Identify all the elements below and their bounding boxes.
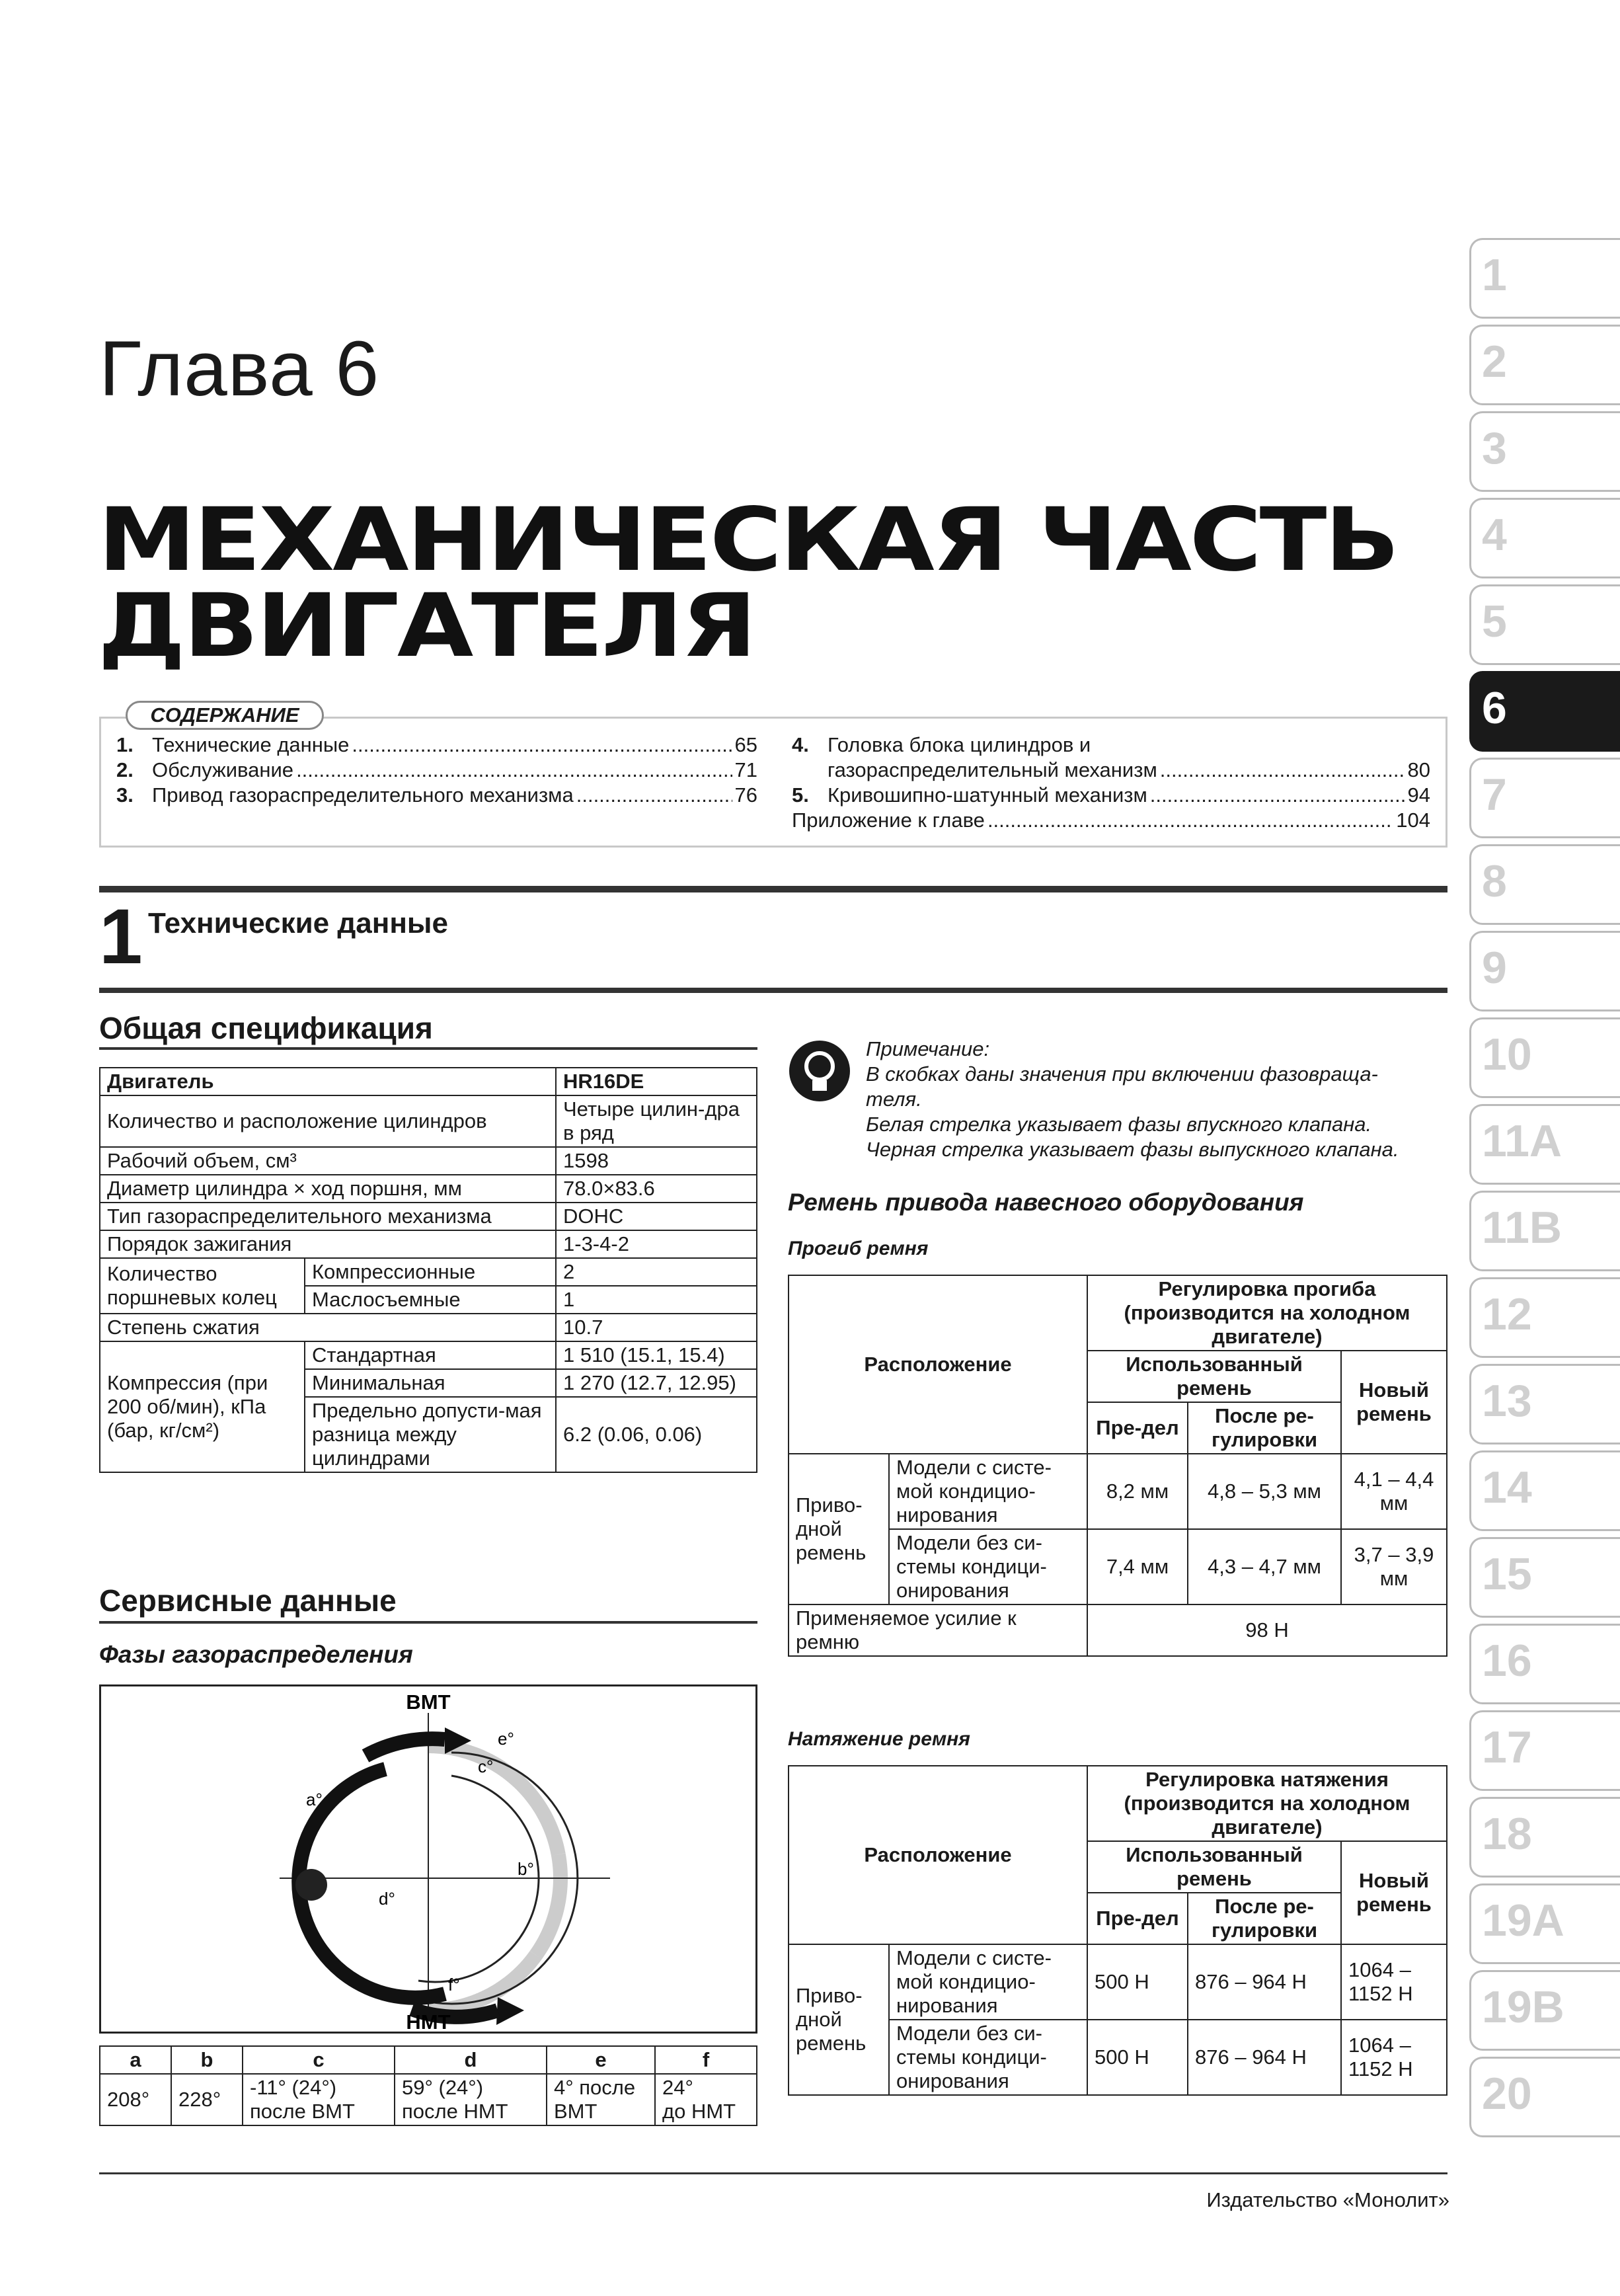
value: 500 Н [1087,2020,1188,2095]
phase-head: c [243,2046,395,2074]
after-head: После ре-гулировки [1188,1893,1341,1944]
section-number: 1 [99,893,143,980]
chapter-tab-10[interactable] [1469,1017,1620,1098]
angle-d: d° [379,1889,395,1909]
spec-sublabel: Минимальная [305,1369,556,1397]
chapter-tab-15[interactable] [1469,1537,1620,1618]
spec-sublabel: Стандартная [305,1341,556,1369]
chapter-tab-13[interactable] [1469,1364,1620,1445]
chapter-tab-label: 11B [1482,1203,1562,1253]
note-line: теля. [866,1088,922,1111]
chapter-label: Глава 6 [99,325,380,413]
toc-item-5[interactable]: 5. Кривошипно-шатунный механизм ..... 94 [792,783,1430,808]
chapter-tab-label: 5 [1482,596,1507,647]
value: 876 – 964 Н [1188,1944,1341,2020]
new-head: Новый ремень [1341,1351,1447,1454]
spec-value: 1-3-4-2 [556,1230,757,1258]
spec-value: 1 270 (12.7, 12.95) [556,1369,757,1397]
phase-value: 59° (24°) после НМТ [395,2074,547,2125]
chapter-tab-label: 18 [1482,1809,1532,1859]
spec-sublabel: Маслосъемные [305,1286,556,1314]
chapter-tab-3[interactable] [1469,411,1620,492]
belt-deflection-table [788,1275,1447,1657]
chapter-tab-7[interactable] [1469,758,1620,838]
spec-value: 2 [556,1258,757,1286]
spec-label: Тип газораспределительного механизма [100,1203,556,1230]
spec-value: 1 510 (15.1, 15.4) [556,1341,757,1369]
used-head: Использованный ремень [1087,1841,1341,1893]
belt-deflection-heading: Прогиб ремня [788,1238,929,1259]
toc-item-4b[interactable]: газораспределительный механизм ..... 80 [792,758,1430,783]
general-spec-heading: Общая спецификация [99,1011,433,1045]
value: 3,7 – 3,9 мм [1341,1529,1447,1604]
toc-item-4[interactable]: 4. Головка блока цилиндров и [792,733,1091,756]
chapter-tab-label: 8 [1482,856,1507,906]
chapter-tab-18[interactable] [1469,1797,1620,1878]
value: 1064 – 1152 Н [1341,1944,1447,2020]
chapter-tab-17[interactable] [1469,1710,1620,1791]
chapter-tab-label: 14 [1482,1462,1532,1513]
value: 876 – 964 Н [1188,2020,1341,2095]
chapter-tab-label: 16 [1482,1636,1532,1686]
phase-value: 208° [100,2074,171,2125]
spec-value: Четыре цилин-дра в ряд [556,1095,757,1147]
drive-belt-label: Приво-дной ремень [789,1944,889,2095]
chapter-tab-14[interactable] [1469,1450,1620,1531]
model-without-ac: Модели без си-стемы кондици-онирования [889,2020,1087,2095]
toc-item-3[interactable]: 3. Привод газораспределительного механизма ..... 76 [116,783,757,808]
chapter-tab-label: 12 [1482,1289,1532,1339]
chapter-tab-label: 20 [1482,2069,1532,2119]
valve-timing-diagram [99,1684,757,2034]
toc-item-2[interactable]: 2. Обслуживание ..... 71 [116,758,757,783]
spec-value: 6.2 (0.06, 0.06) [556,1397,757,1472]
toc-item-appendix[interactable]: Приложение к главе ..... 104 [792,808,1430,833]
chapter-tab-6[interactable] [1469,671,1620,752]
spec-label: Количество и расположение цилиндров [100,1095,556,1147]
phase-value: 24° до НМТ [655,2074,757,2125]
angle-f: f° [448,1975,460,1995]
note-line: Черная стрелка указывает фазы выпускного клапана. [866,1138,1399,1161]
phase-value: 228° [171,2074,243,2125]
chapter-tab-label: 3 [1482,423,1507,473]
force-value: 98 Н [1087,1604,1447,1656]
general-spec-table [99,1067,757,1473]
bdc-label: НМТ [406,2010,451,2032]
value: 4,3 – 4,7 мм [1188,1529,1341,1604]
chapter-tab-label: 9 [1482,943,1507,993]
chapter-tab-19a[interactable] [1469,1883,1620,1964]
chapter-tab-label: 4 [1482,510,1507,560]
spec-label: Степень сжатия [100,1314,556,1341]
phase-head: f [655,2046,757,2074]
rotation-icon [295,1869,327,1901]
publisher: Издательство «Монолит» [1206,2188,1449,2211]
note-block [866,1037,1399,1162]
chapter-tab-label: 6 [1482,683,1507,733]
spec-label: Рабочий объем, см³ [100,1147,556,1175]
chapter-tab-label: 17 [1482,1722,1532,1772]
chapter-tab-label: 7 [1482,770,1507,820]
footer-rule [99,2172,1447,2174]
chapter-tab-label: 13 [1482,1376,1532,1426]
phase-value: 4° после ВМТ [547,2074,655,2125]
spec-value: 78.0×83.6 [556,1175,757,1203]
chapter-tab-label: 11A [1482,1116,1562,1166]
spec-label: Количество поршневых колец [100,1258,305,1314]
limit-head: Пре-дел [1087,1893,1188,1944]
chapter-title-line2: ДВИГАТЕЛЯ [98,575,755,677]
valve-timing-table [99,2045,757,2126]
section-rule-top [99,886,1447,892]
limit-head: Пре-дел [1087,1402,1188,1454]
note-title: Примечание: [866,1037,990,1060]
valve-timing-svg [101,1686,755,2032]
spec-label: Компрессия (при 200 об/мин), кПа (бар, кг/см²) [100,1341,305,1472]
spec-label: Порядок зажигания [100,1230,556,1258]
spec-sublabel: Предельно допусти-мая разница между цилиндрами [305,1397,556,1472]
force-label: Применяемое усилие к ремню [789,1604,1087,1656]
service-data-rule [99,1621,757,1624]
spec-value: 10.7 [556,1314,757,1341]
chapter-tab-12[interactable] [1469,1277,1620,1358]
chapter-tab-label: 19B [1482,1982,1564,2032]
value: 500 Н [1087,1944,1188,2020]
chapter-tab-label: 19A [1482,1895,1564,1946]
spec-value: DOHC [556,1203,757,1230]
service-data-heading: Сервисные данные [99,1583,397,1618]
used-head: Использованный ремень [1087,1351,1341,1402]
spec-label: Диаметр цилиндра × ход поршня, мм [100,1175,556,1203]
section-title: Технические данные [148,907,448,939]
phase-head: a [100,2046,171,2074]
chapter-tab-label: 1 [1482,250,1507,300]
chapter-tab-8[interactable] [1469,844,1620,925]
chapter-tab-20[interactable] [1469,2057,1620,2137]
section-rule-bottom [99,988,1447,993]
spec-value: 1 [556,1286,757,1314]
toc-label: СОДЕРЖАНИЕ [126,701,324,730]
chapter-tab-11b[interactable] [1469,1191,1620,1271]
model-with-ac: Модели с систе-мой кондицио-нирования [889,1454,1087,1529]
chapter-tab-9[interactable] [1469,931,1620,1011]
belt-tension-table [788,1765,1447,2096]
angle-e: e° [498,1729,514,1749]
chapter-tab-1[interactable] [1469,238,1620,319]
note-line: В скобках даны значения при включении фазовраща- [866,1062,1378,1086]
value: 4,1 – 4,4 мм [1341,1454,1447,1529]
phase-head: e [547,2046,655,2074]
note-line: Белая стрелка указывает фазы впускного клапана. [866,1113,1372,1136]
model-without-ac: Модели без си-стемы кондици-онирования [889,1529,1087,1604]
chapter-tab-5[interactable] [1469,584,1620,665]
chapter-tab-16[interactable] [1469,1624,1620,1704]
tdc-label: ВМТ [406,1690,451,1714]
loc-head: Расположение [789,1275,1087,1454]
value: 4,8 – 5,3 мм [1188,1454,1341,1529]
angle-b: b° [518,1859,534,1879]
chapter-tab-11a[interactable] [1469,1104,1620,1185]
chapter-tab-19b[interactable] [1469,1970,1620,2051]
adj-head: Регулировка натяжения (производится на холодном двигателе) [1087,1766,1447,1841]
value: 8,2 мм [1087,1454,1188,1529]
spec-head-engine: Двигатель [100,1068,556,1095]
model-with-ac: Модели с систе-мой кондицио-нирования [889,1944,1087,2020]
spec-sublabel: Компрессионные [305,1258,556,1286]
chapter-tab-label: 15 [1482,1549,1532,1599]
value: 1064 – 1152 Н [1341,2020,1447,2095]
loc-head: Расположение [789,1766,1087,1944]
value: 7,4 мм [1087,1529,1188,1604]
angle-a: a° [306,1790,323,1809]
valve-timing-heading: Фазы газораспределения [99,1641,413,1668]
spec-value: 1598 [556,1147,757,1175]
chapter-tab-2[interactable] [1469,325,1620,405]
spec-head-model: HR16DE [556,1068,757,1095]
toc-item-1[interactable]: 1. Технические данные ..... 65 [116,732,757,758]
belt-heading: Ремень привода навесного оборудования [788,1189,1304,1216]
general-spec-rule [99,1047,757,1050]
chapter-tab-label: 10 [1482,1029,1532,1080]
adj-head: Регулировка прогиба (производится на холодном двигателе) [1087,1275,1447,1351]
phase-head: b [171,2046,243,2074]
phase-head: d [395,2046,547,2074]
new-head: Новый ремень [1341,1841,1447,1944]
lightbulb-icon [789,1041,850,1101]
after-head: После ре-гулировки [1188,1402,1341,1454]
phase-value: -11° (24°) после ВМТ [243,2074,395,2125]
belt-tension-heading: Натяжение ремня [788,1728,970,1750]
angle-c: c° [478,1757,494,1776]
chapter-title-line1: МЕХАНИЧЕСКАЯ ЧАСТЬ [98,489,1398,591]
chapter-tab-label: 2 [1482,336,1507,387]
chapter-tab-4[interactable] [1469,498,1620,578]
drive-belt-label: Приво-дной ремень [789,1454,889,1604]
